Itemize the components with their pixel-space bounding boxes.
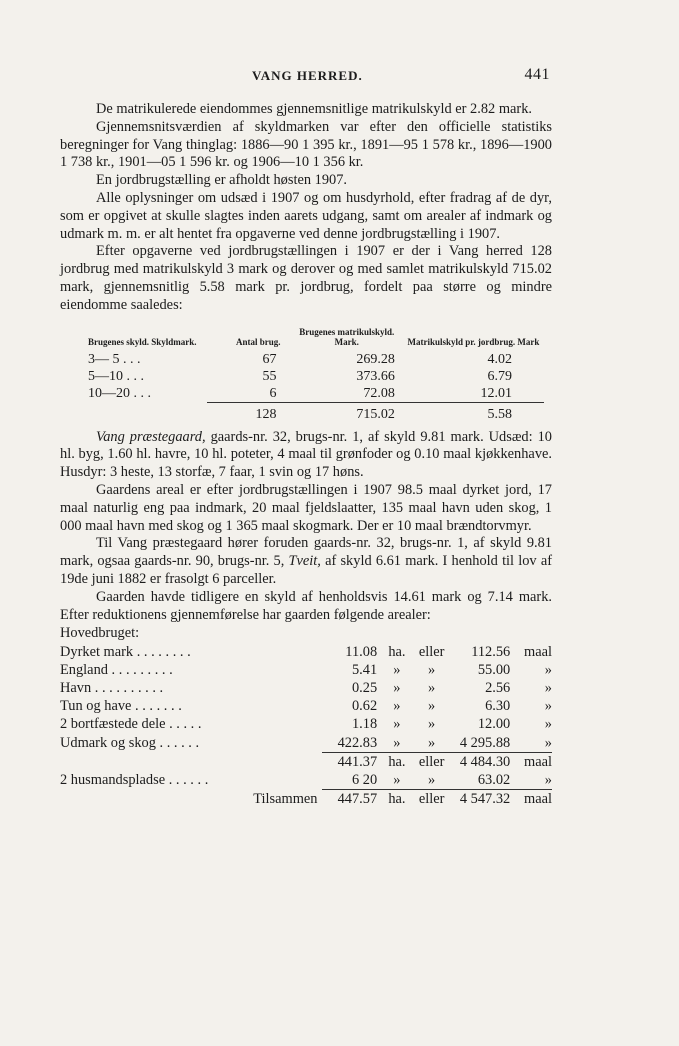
connector: eller [418,643,445,660]
table-row [60,715,552,733]
table-heading: Hovedbruget: [60,625,140,642]
paragraph: Gaarden havde tidligere en skyld af henholdsvis 14.61 mark og 7.14 mark. Efter reduktionens gjennemførelse har gaarden følgende arealer: [60,588,552,623]
cell-skyld: 373.66 [356,368,395,384]
unit-ha: » [393,771,401,788]
farm-text: gaards-nr. 32, brugs-nr. 1, af skyld 9.81 mark. Udsæd: 10 hl. byg, 1.60 hl. havre, 10 hl. poteter, 4 maal til grønfoder og 0.10 maal kjøkkenhave. Husdyr: 3 heste, 13 storfæ, 7 faar, 1 svin og 17 høns. [60,428,553,481]
paragraph: En jordbrugstælling er afholdt høsten 1907. [96,172,348,189]
total-count: 128 [207,402,290,423]
total-unit: ha. [377,790,417,809]
total-connector: eller [417,790,447,809]
holdings-table [60,327,544,423]
total-unit2: maal [510,790,552,809]
unit-ha: ha. [388,643,406,660]
row-label: 2 husmandspladse . . . . . . [60,772,209,789]
subtotal-maal: 4 484.30 [447,752,511,771]
table-total-row [60,402,544,423]
total-skyld: 715.02 [291,402,403,423]
cell-per: 4.02 [487,351,512,367]
paragraph: Alle oplysninger om udsæd i 1907 og om husdyrhold, efter fradrag af de dyr, som er opgivet at skulle slagtes inden aarets udgang, samt om arealer af indmark og udmark m. m. er alt hentet fra opgaverne ved denne jordbrugstælling i 1907. [60,189,552,242]
total-maal: 4 547.32 [447,790,511,809]
paragraph: Efter opgaverne ved jordbrugstællingen i 1907 er der i Vang herred 128 jordbrug med matrikulskyld 3 mark og derover og med samlet matrikulskyld 715.02 mark, gjennemsnitlig 5.58 mark pr. jordbrug, fordelt paa større og mindre eiendomme saaledes: [60,243,552,313]
subtotal-unit: ha. [377,752,417,771]
cell-empty [60,402,207,423]
row-label: Havn . . . . . . . . . . [60,679,164,696]
value-ha: 6 20 [351,771,378,788]
subtotal-ha: 441.37 [322,752,378,771]
unit-maal: » [544,716,552,733]
table-heading-row [60,624,552,642]
value-maal: 63.02 [477,771,511,788]
unit-maal: » [544,698,552,715]
page-body [60,101,552,808]
table-row [60,679,552,697]
connector: » [428,661,436,678]
paragraph: De matrikulerede eiendommes gjennemsnitlige matrikulskyld er 2.82 mark. [96,101,532,117]
row-label: Tun og have . . . . . . . [60,698,182,715]
total-row [60,790,552,809]
table-row [60,385,544,403]
cell-range: 3— 5 . . . [88,351,141,367]
table-header-row [60,327,544,351]
value-maal: 2.56 [485,679,511,696]
column-header: Brugenes matrikulskyld. Mark. [299,326,395,347]
row-label: England . . . . . . . . . [60,661,173,678]
value-ha: 422.83 [337,734,378,751]
unit-ha: » [393,734,401,751]
unit-ha: » [393,716,401,733]
value-maal: 4 295.88 [459,734,511,751]
value-maal: 112.56 [471,643,511,660]
value-ha: 1.18 [351,716,378,733]
value-ha: 0.25 [351,679,378,696]
cell-count: 67 [262,351,277,367]
total-label: Tilsammen [253,790,318,807]
area-table [60,624,552,808]
farm-name: Vang præstegaard, [96,428,206,445]
paragraph-text: Til Vang præstegaard hører foruden gaards-nr. 32, brugs-nr. 1, af skyld 9.81 mark, ogsaa gaards-nr. 90, brugs-nr. 5, [60,535,552,570]
paragraph-text-after: af skyld 6.61 mark. I henhold til lov af 19de juni 1882 er frasolgt 6 parceller. [60,553,552,587]
table-row [60,697,552,715]
total-ha: 447.57 [322,790,378,809]
cell-per: 6.79 [487,368,512,384]
value-ha: 0.62 [351,698,378,715]
cell-skyld: 269.28 [356,351,395,367]
connector: » [428,679,436,696]
running-title: VANG HERRED. [252,68,363,83]
value-maal: 6.30 [485,698,511,715]
column-header: Matrikulskyld pr. jordbrug. Mark [407,336,540,347]
cell-range: 5—10 . . . [88,368,144,384]
connector: » [428,698,436,715]
table-row [60,368,544,385]
paragraph: Gjennemsnitsværdien af skyldmarken var efter den officielle statistiks beregninger for Vang thinglag: 1886—90 1 395 kr., 1891—95 1 578 kr., 1896—1900 1 738 kr., 1901—05 1 596 kr. og 1906—10 1 356 kr. [60,118,552,171]
connector: » [428,716,436,733]
unit-ha: » [393,661,401,678]
value-maal: 12.00 [477,716,511,733]
paragraph [60,535,552,588]
page-number: 441 [524,66,550,83]
paragraph: Gaardens areal er efter jordbrugstællingen i 1907 98.5 maal dyrket jord, 17 maal naturlig eng paa indmark, 20 maal fjeldslaatter, 135 maal havn uden skog, 1 000 maal havn med skog og 1 365 maal skogmark. Der er 10 maal brændtorvmyr. [60,481,552,534]
subtotal-row [60,752,552,771]
unit-maal: » [544,771,552,788]
column-header: Brugenes skyld. Skyldmark. [88,336,197,347]
paragraph-farm [60,429,552,482]
table-row [60,771,552,790]
table-row [60,734,552,753]
unit-maal: » [544,679,552,696]
cell-skyld: 72.08 [363,385,395,401]
table-row [60,351,544,368]
value-maal: 55.00 [477,661,511,678]
row-label: Udmark og skog . . . . . . [60,734,200,751]
row-label: Dyrket mark . . . . . . . . [60,643,191,660]
subtotal-connector: eller [417,752,447,771]
column-header: Antal brug. [236,336,281,347]
value-ha: 5.41 [351,661,378,678]
value-ha: 11.08 [345,643,378,660]
unit-ha: » [393,679,401,696]
table-row [60,643,552,661]
unit-maal: » [544,661,552,678]
cell-count: 55 [262,368,277,384]
unit-maal: maal [524,643,552,660]
cell-per: 12.01 [480,385,512,401]
farm-name-tveit: Tveit, [288,553,321,570]
cell-range: 10—20 . . . [88,385,151,401]
total-per: 5.58 [403,402,544,423]
unit-ha: » [393,698,401,715]
connector: » [428,734,436,751]
unit-maal: » [544,734,552,751]
connector: » [428,771,436,788]
subtotal-unit2: maal [510,752,552,771]
row-label: 2 bortfæstede dele . . . . . [60,716,202,733]
table-row [60,661,552,679]
cell-empty [60,752,322,771]
cell-count: 6 [269,385,277,401]
